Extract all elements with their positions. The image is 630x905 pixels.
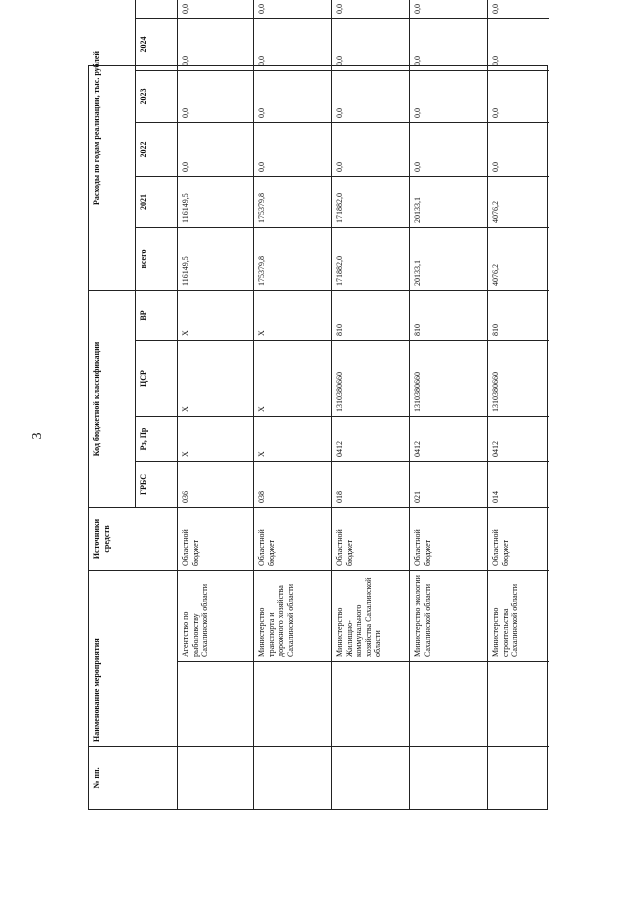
row-source: Областной бюджет <box>488 507 549 570</box>
row-grbs: 021 <box>410 461 488 507</box>
row-2023: 0,0 <box>332 70 410 122</box>
row-rzpr: 0412 <box>410 416 488 461</box>
row-name <box>410 661 488 746</box>
row-vr: Х <box>254 290 332 340</box>
header-num: № пп. <box>89 746 178 809</box>
header-budget-classification: Код бюджетной классификации <box>89 290 136 507</box>
row-2023: 0,0 <box>488 70 549 122</box>
row-grbs: 014 <box>488 461 549 507</box>
row-2023: 0,0 <box>254 70 332 122</box>
row-2021: 116149,5 <box>178 176 254 227</box>
header-year-2021: 2021 <box>136 176 178 227</box>
header-grbs: ГРБС <box>136 461 178 507</box>
row-csr: 1310380660 <box>488 340 549 416</box>
row-name <box>254 661 332 746</box>
row-rzpr: 0412 <box>332 416 410 461</box>
row-name <box>332 661 410 746</box>
row-total: 4076,2 <box>488 227 549 290</box>
row-2022: 0,0 <box>178 122 254 176</box>
row-2021: 4076,2 <box>488 176 549 227</box>
header-year-2025 <box>136 0 178 18</box>
row-name <box>178 661 254 746</box>
row-total: 116149,5 <box>178 227 254 290</box>
row-2025: 0,0 <box>491 4 500 14</box>
header-name: Наименование мероприятия <box>89 570 178 746</box>
row-vr: 810 <box>410 290 488 340</box>
row-source: Областной бюджет <box>254 507 332 570</box>
row-vr: 810 <box>488 290 549 340</box>
row-csr: Х <box>254 340 332 416</box>
rotated-table-container <box>88 4 548 810</box>
row-grbs: 038 <box>254 461 332 507</box>
header-csr: ЦСР <box>136 340 178 416</box>
row-source: Областной бюджет <box>178 507 254 570</box>
row-2025: 0,0 <box>410 0 488 18</box>
row-rzpr: 0412 <box>488 416 549 461</box>
row-num <box>332 746 410 809</box>
row-2025: 0,0 <box>332 0 410 18</box>
row-csr: 1310380660 <box>332 340 410 416</box>
row-2021: 20133,1 <box>410 176 488 227</box>
row-num <box>254 746 332 809</box>
row-2025: 0,0 <box>178 0 254 18</box>
row-grbs: 036 <box>178 461 254 507</box>
row-agency: Агентство по рыболовству Сахалинской области <box>178 570 254 661</box>
header-rzpr: Рз, Пр <box>136 416 178 461</box>
header-total: всего <box>136 227 178 290</box>
row-agency: Министерство экологии Сахалинской области <box>410 570 488 661</box>
row-2025: 0,0 <box>254 0 332 18</box>
row-2024: 0,0 <box>254 18 332 70</box>
page-number: 3 <box>30 432 45 440</box>
row-num <box>178 746 254 809</box>
row-2021: 171882,0 <box>332 176 410 227</box>
row-total: 20133,1 <box>410 227 488 290</box>
row-csr: 1310380660 <box>410 340 488 416</box>
row-source: Областной бюджет <box>332 507 410 570</box>
row-agency: Министерство транспорта и дорожного хозяйства Сахалинской области <box>254 570 332 661</box>
row-agency: Министерство строительства Сахалинской области <box>488 570 549 661</box>
row-num <box>410 746 488 809</box>
row-2024: 0,0 <box>488 18 549 70</box>
row-total: 175379,8 <box>254 227 332 290</box>
row-2023: 0,0 <box>178 70 254 122</box>
row-csr: Х <box>178 340 254 416</box>
row-2022: 0,0 <box>488 122 549 176</box>
row-2024: 0,0 <box>410 18 488 70</box>
row-agency: Министерство Жилищно-коммунального хозяйства Сахалинской области <box>332 570 410 661</box>
row-2021: 175379,8 <box>254 176 332 227</box>
row-2022: 0,0 <box>332 122 410 176</box>
row-2023: 0,0 <box>410 70 488 122</box>
row-rzpr: Х <box>178 416 254 461</box>
header-source: Источники средств <box>89 507 178 570</box>
row-name <box>488 661 549 746</box>
row-total: 171882,0 <box>332 227 410 290</box>
header-year-2023: 2023 <box>136 70 178 122</box>
expenses-table <box>88 4 548 810</box>
header-vr: ВР <box>136 290 178 340</box>
header-expenses: Расходы по годам реализации, тыс. рублей <box>89 0 136 290</box>
row-vr: Х <box>178 290 254 340</box>
row-2022: 0,0 <box>254 122 332 176</box>
row-2024: 0,0 <box>332 18 410 70</box>
row-num <box>488 746 549 809</box>
row-vr: 810 <box>332 290 410 340</box>
row-source: Областной бюджет <box>410 507 488 570</box>
row-2022: 0,0 <box>410 122 488 176</box>
header-year-2022: 2022 <box>136 122 178 176</box>
row-rzpr: Х <box>254 416 332 461</box>
header-year-2024: 2024 <box>136 18 178 70</box>
row-2024: 0,0 <box>178 18 254 70</box>
row-grbs: 018 <box>332 461 410 507</box>
